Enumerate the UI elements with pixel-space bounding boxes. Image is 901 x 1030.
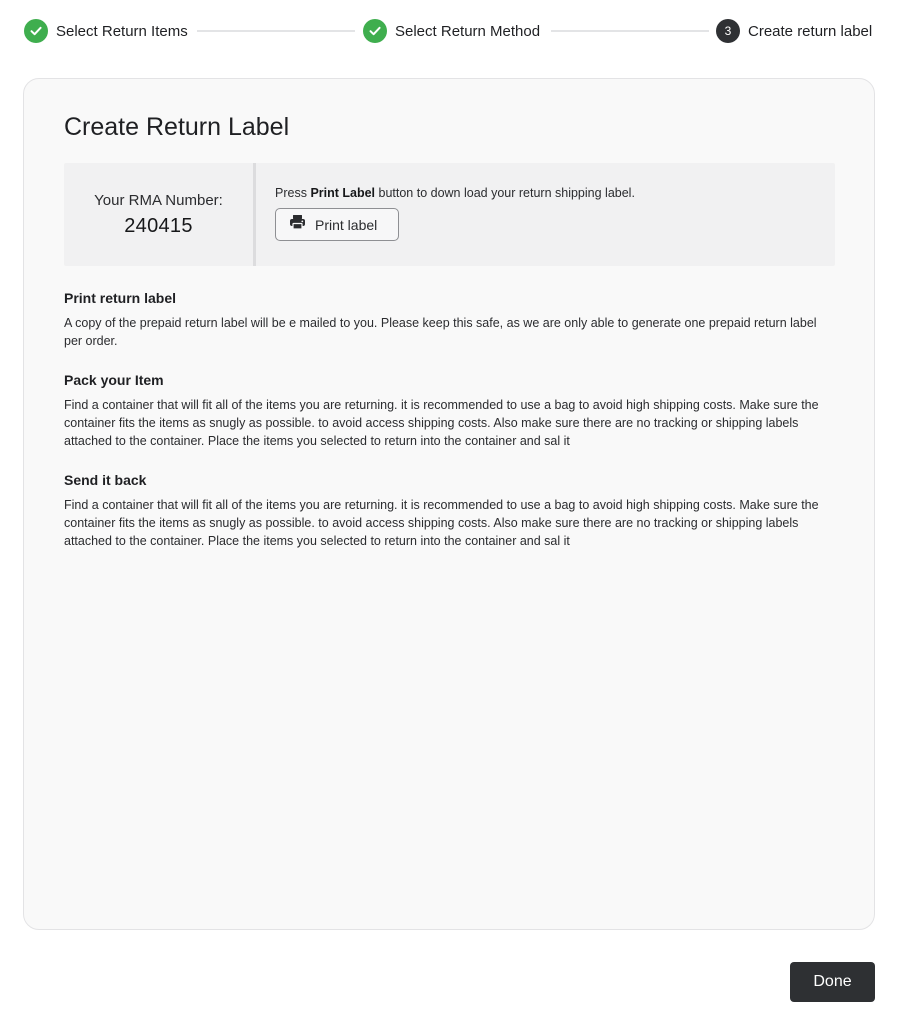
page-title: Create Return Label xyxy=(64,113,290,141)
return-label-card xyxy=(23,78,875,930)
step-select-return-method[interactable] xyxy=(363,19,540,43)
check-icon xyxy=(363,19,387,43)
instruction-suffix: button to down load your return shipping label. xyxy=(375,186,635,200)
section-heading: Print return label xyxy=(64,290,177,306)
print-label-button[interactable] xyxy=(275,208,399,241)
section-body: Find a container that will fit all of the items you are returning. it is recommended to use a bag to avoid high shipping costs. Make sure the container fits the items as snugly as possible. to avoid access shipping costs. Also make sure there are no tracking or shipping labels attached to the container. Place the items you selected to return into the container and sal it xyxy=(64,498,819,548)
done-button[interactable]: Done xyxy=(790,962,875,1002)
step-number-badge: 3 xyxy=(716,19,740,43)
section-print-return-label xyxy=(64,290,834,350)
print-label-block xyxy=(275,186,635,241)
step-connector xyxy=(197,30,355,32)
section-send-it-back xyxy=(64,472,834,550)
return-stepper xyxy=(24,19,875,43)
rma-number-block xyxy=(64,163,256,266)
rma-panel xyxy=(64,163,835,266)
section-heading: Pack your Item xyxy=(64,372,164,388)
section-pack-your-item xyxy=(64,372,834,450)
printer-icon xyxy=(289,214,306,235)
instruction-bold: Print Label xyxy=(310,186,376,200)
step-label: Select Return Items xyxy=(56,22,188,40)
step-create-return-label xyxy=(716,19,872,43)
rma-number: 240415 xyxy=(124,214,193,237)
print-instruction xyxy=(275,186,635,200)
rma-caption: Your RMA Number: xyxy=(94,191,223,209)
step-label: Create return label xyxy=(748,22,873,40)
section-body: A copy of the prepaid return label will be e mailed to you. Please keep this safe, as we are only able to generate one prepaid return label per order. xyxy=(64,316,817,348)
step-select-return-items[interactable] xyxy=(24,19,188,43)
section-body: Find a container that will fit all of the items you are returning. it is recommended to use a bag to avoid high shipping costs. Make sure the container fits the items as snugly as possible. to avoid access shipping costs. Also make sure there are no tracking or shipping labels attached to the container. Place the items you selected to return into the container and sal it xyxy=(64,398,819,448)
check-icon xyxy=(24,19,48,43)
instruction-prefix: Press xyxy=(275,186,311,200)
print-label-button-label: Print label xyxy=(315,216,378,233)
step-connector xyxy=(551,30,709,32)
step-label: Select Return Method xyxy=(395,22,541,40)
section-heading: Send it back xyxy=(64,472,147,488)
